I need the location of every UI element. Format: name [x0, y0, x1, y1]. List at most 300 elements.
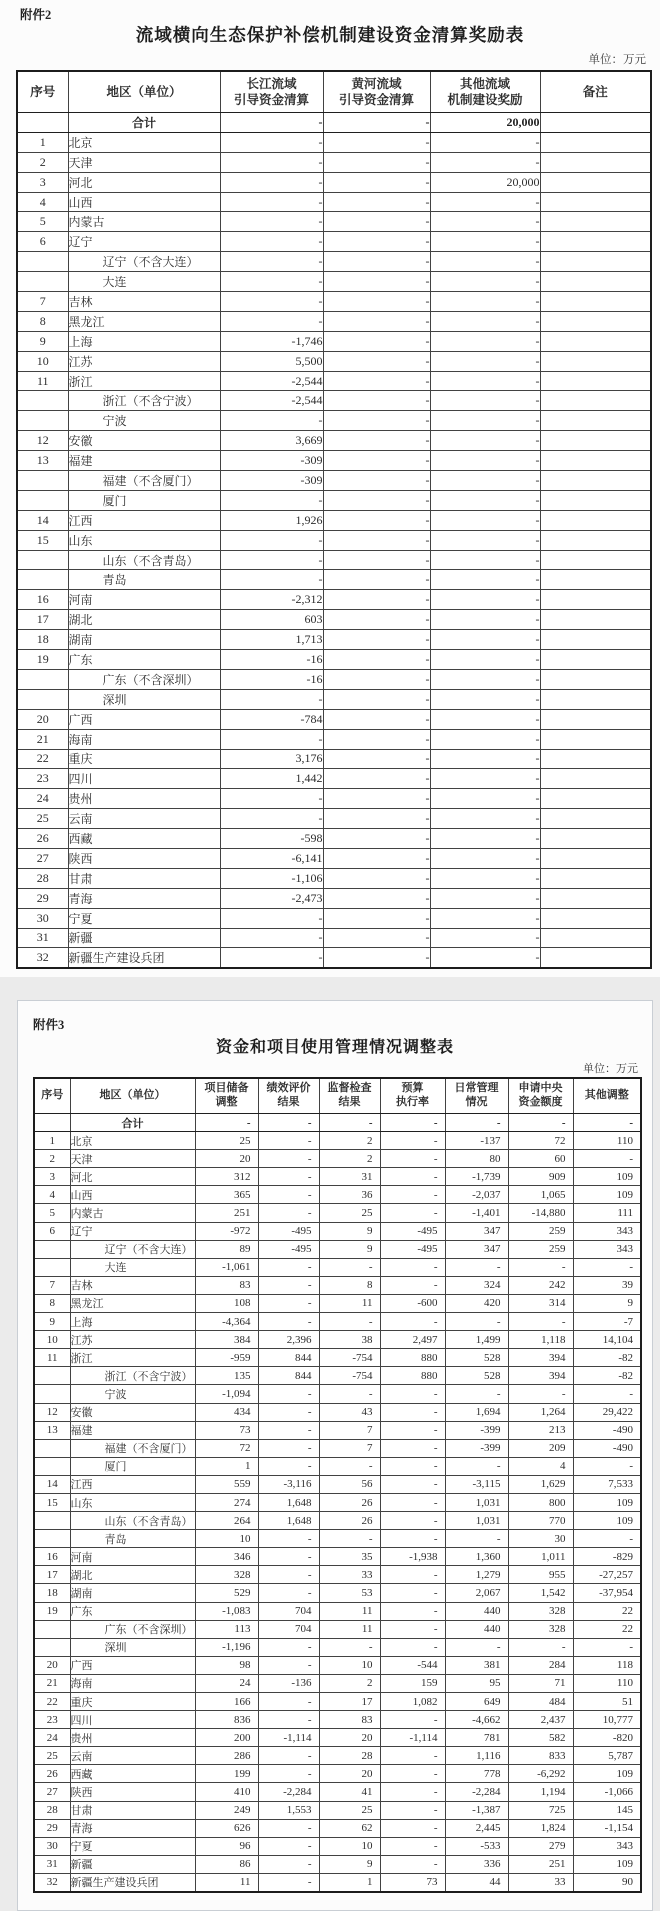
- cell-value: 41: [319, 1783, 380, 1801]
- cell-value: [540, 908, 651, 928]
- row-region: 浙江（不含宁波）: [70, 1367, 195, 1385]
- row-seq: [17, 391, 68, 411]
- row-seq: 12: [17, 431, 68, 451]
- row-seq: [34, 1530, 70, 1548]
- cell-value: -3,116: [258, 1475, 319, 1493]
- row-region: 宁波: [70, 1385, 195, 1403]
- table-row: [34, 1457, 641, 1475]
- cell-value: 11: [319, 1602, 380, 1620]
- row-region: 山东: [70, 1493, 195, 1511]
- cell-value: 25: [319, 1801, 380, 1819]
- cell-value: -495: [380, 1222, 445, 1240]
- table-row: [17, 252, 651, 272]
- row-seq: 30: [34, 1837, 70, 1855]
- cell-value: 83: [319, 1711, 380, 1729]
- cell-value: -: [220, 113, 323, 133]
- cell-value: -: [220, 948, 323, 968]
- row-seq: [34, 1385, 70, 1403]
- row-seq: 24: [17, 789, 68, 809]
- cell-value: -1,154: [573, 1819, 641, 1837]
- row-seq: 3: [17, 172, 68, 192]
- cell-value: 1,824: [508, 1819, 573, 1837]
- cell-value: -: [220, 789, 323, 809]
- table-row: [34, 1729, 641, 1747]
- row-region: 辽宁: [70, 1222, 195, 1240]
- column-header: 监督检查 结果: [319, 1078, 380, 1114]
- row-seq: 27: [34, 1783, 70, 1801]
- cell-value: -: [323, 550, 430, 570]
- cell-value: -: [258, 1747, 319, 1765]
- row-region: 福建: [68, 451, 220, 471]
- row-region: 陕西: [70, 1783, 195, 1801]
- cell-value: 11: [319, 1294, 380, 1312]
- cell-value: 410: [195, 1783, 258, 1801]
- row-region: 青海: [68, 888, 220, 908]
- cell-value: -: [380, 1150, 445, 1168]
- cell-value: [540, 789, 651, 809]
- cell-value: -1,938: [380, 1548, 445, 1566]
- cell-value: 603: [220, 610, 323, 630]
- cell-value: [540, 650, 651, 670]
- cell-value: [540, 510, 651, 530]
- cell-value: -: [323, 848, 430, 868]
- row-region: 云南: [68, 809, 220, 829]
- cell-value: -: [430, 471, 540, 491]
- cell-value: 833: [508, 1747, 573, 1765]
- row-seq: 6: [34, 1222, 70, 1240]
- cell-value: 26: [319, 1493, 380, 1511]
- row-region: 河北: [68, 172, 220, 192]
- attachment3-panel: [17, 1000, 653, 1911]
- cell-value: -1,094: [195, 1385, 258, 1403]
- cell-value: -3,115: [445, 1475, 508, 1493]
- row-region: 福建: [70, 1421, 195, 1439]
- cell-value: -: [380, 1512, 445, 1530]
- cell-value: 1,694: [445, 1403, 508, 1421]
- row-seq: 12: [34, 1403, 70, 1421]
- cell-value: -: [430, 630, 540, 650]
- cell-value: -6,292: [508, 1765, 573, 1783]
- row-region: 辽宁: [68, 232, 220, 252]
- attachment3-table: [33, 1077, 642, 1893]
- cell-value: -: [380, 1765, 445, 1783]
- column-header: 地区（单位）: [68, 71, 220, 113]
- cell-value: -: [220, 172, 323, 192]
- column-header: 绩效评价 结果: [258, 1078, 319, 1114]
- total-row: [17, 113, 651, 133]
- cell-value: 8: [319, 1276, 380, 1294]
- cell-value: -: [323, 471, 430, 491]
- table-row: [34, 1638, 641, 1656]
- row-region: 重庆: [68, 749, 220, 769]
- cell-value: 528: [445, 1367, 508, 1385]
- cell-value: -: [323, 749, 430, 769]
- cell-value: [540, 530, 651, 550]
- cell-value: -1,114: [380, 1729, 445, 1747]
- cell-value: 4: [508, 1457, 573, 1475]
- cell-value: -: [380, 1584, 445, 1602]
- cell-value: 778: [445, 1765, 508, 1783]
- cell-value: 365: [195, 1186, 258, 1204]
- cell-value: -: [323, 272, 430, 292]
- cell-value: 1,553: [258, 1801, 319, 1819]
- cell-value: 582: [508, 1729, 573, 1747]
- row-seq: 10: [17, 351, 68, 371]
- cell-value: -82: [573, 1349, 641, 1367]
- row-seq: 1: [34, 1132, 70, 1150]
- cell-value: [540, 669, 651, 689]
- table-row: [17, 669, 651, 689]
- cell-value: 725: [508, 1801, 573, 1819]
- row-seq: 29: [17, 888, 68, 908]
- table-row: [17, 948, 651, 968]
- cell-value: -: [220, 729, 323, 749]
- row-region: 湖北: [70, 1566, 195, 1584]
- attachment2-table: [16, 70, 652, 969]
- row-region: 河北: [70, 1168, 195, 1186]
- row-seq: 27: [17, 848, 68, 868]
- cell-value: -495: [258, 1222, 319, 1240]
- cell-value: 135: [195, 1367, 258, 1385]
- row-seq: 28: [17, 868, 68, 888]
- cell-value: 39: [573, 1276, 641, 1294]
- row-seq: [17, 490, 68, 510]
- row-region: 天津: [68, 152, 220, 172]
- row-seq: [34, 1638, 70, 1656]
- cell-value: -: [323, 451, 430, 471]
- cell-value: 251: [508, 1855, 573, 1873]
- cell-value: -: [258, 1258, 319, 1276]
- cell-value: 166: [195, 1693, 258, 1711]
- row-seq: 5: [34, 1204, 70, 1222]
- row-region: 西藏: [70, 1765, 195, 1783]
- row-seq: 16: [34, 1548, 70, 1566]
- cell-value: [540, 948, 651, 968]
- cell-value: 324: [445, 1276, 508, 1294]
- cell-value: -: [258, 1132, 319, 1150]
- row-region: 安徽: [68, 431, 220, 451]
- table-row: [34, 1602, 641, 1620]
- cell-value: -: [258, 1403, 319, 1421]
- cell-value: -: [430, 908, 540, 928]
- table-row: [34, 1656, 641, 1674]
- cell-value: -: [430, 152, 540, 172]
- cell-value: -37,954: [573, 1584, 641, 1602]
- cell-value: -: [258, 1385, 319, 1403]
- cell-value: 1,118: [508, 1331, 573, 1349]
- cell-value: -598: [220, 829, 323, 849]
- table-row: [34, 1421, 641, 1439]
- cell-value: -754: [319, 1367, 380, 1385]
- cell-value: -: [220, 311, 323, 331]
- cell-value: -: [430, 888, 540, 908]
- cell-value: [540, 689, 651, 709]
- cell-value: -: [380, 1620, 445, 1638]
- row-seq: 8: [34, 1294, 70, 1312]
- cell-value: 113: [195, 1620, 258, 1638]
- cell-value: -399: [445, 1421, 508, 1439]
- cell-value: -: [430, 729, 540, 749]
- row-seq: 1: [17, 132, 68, 152]
- cell-value: -27,257: [573, 1566, 641, 1584]
- cell-value: -: [430, 490, 540, 510]
- row-seq: 31: [34, 1855, 70, 1873]
- cell-value: 25: [319, 1204, 380, 1222]
- row-region: 河南: [70, 1548, 195, 1566]
- row-seq: 9: [17, 331, 68, 351]
- row-region: 甘肃: [70, 1801, 195, 1819]
- row-seq: 14: [34, 1475, 70, 1493]
- cell-value: [540, 550, 651, 570]
- row-seq: 13: [17, 451, 68, 471]
- table-row: [17, 232, 651, 252]
- column-header: 项目储备 调整: [195, 1078, 258, 1114]
- row-region: 北京: [68, 132, 220, 152]
- row-region: 浙江: [68, 371, 220, 391]
- table-row: [34, 1204, 641, 1222]
- cell-value: -: [430, 829, 540, 849]
- row-seq: 18: [17, 630, 68, 650]
- cell-value: 259: [508, 1240, 573, 1258]
- cell-value: -: [508, 1258, 573, 1276]
- cell-value: [540, 232, 651, 252]
- row-region: 广东: [70, 1602, 195, 1620]
- cell-value: 626: [195, 1819, 258, 1837]
- cell-value: 110: [573, 1132, 641, 1150]
- cell-value: 704: [258, 1602, 319, 1620]
- cell-value: [540, 351, 651, 371]
- cell-value: -: [430, 769, 540, 789]
- row-region: 海南: [70, 1674, 195, 1692]
- cell-value: -: [380, 1711, 445, 1729]
- row-region: 湖南: [68, 630, 220, 650]
- cell-value: -: [445, 1638, 508, 1656]
- table-row: [17, 311, 651, 331]
- cell-value: -2,284: [258, 1783, 319, 1801]
- cell-value: -: [380, 1457, 445, 1475]
- cell-value: -: [380, 1403, 445, 1421]
- row-region: 江苏: [70, 1331, 195, 1349]
- cell-value: 44: [445, 1873, 508, 1892]
- cell-value: -2,037: [445, 1186, 508, 1204]
- cell-value: 343: [573, 1222, 641, 1240]
- cell-value: -: [323, 510, 430, 530]
- cell-value: -: [323, 650, 430, 670]
- cell-value: -: [380, 1114, 445, 1132]
- cell-value: 209: [508, 1439, 573, 1457]
- cell-value: 25: [195, 1132, 258, 1150]
- table-row: [34, 1765, 641, 1783]
- cell-value: -7: [573, 1313, 641, 1331]
- row-region: 上海: [68, 331, 220, 351]
- row-region: 新疆: [70, 1855, 195, 1873]
- cell-value: 1: [319, 1873, 380, 1892]
- cell-value: 328: [195, 1566, 258, 1584]
- cell-value: 199: [195, 1765, 258, 1783]
- table-row: [17, 212, 651, 232]
- cell-value: -: [508, 1638, 573, 1656]
- cell-value: 3,669: [220, 431, 323, 451]
- table-row: [34, 1584, 641, 1602]
- cell-value: 1,065: [508, 1186, 573, 1204]
- cell-value: -: [323, 530, 430, 550]
- cell-value: -: [430, 510, 540, 530]
- cell-value: -: [445, 1457, 508, 1475]
- row-seq: [17, 550, 68, 570]
- cell-value: 31: [319, 1168, 380, 1186]
- cell-value: 336: [445, 1855, 508, 1873]
- cell-value: 73: [195, 1421, 258, 1439]
- cell-value: 284: [508, 1656, 573, 1674]
- attachment3-title: 资金和项目使用管理情况调整表: [215, 1039, 454, 1056]
- cell-value: -: [380, 1313, 445, 1331]
- cell-value: [540, 272, 651, 292]
- cell-value: [540, 590, 651, 610]
- row-region: 厦门: [70, 1457, 195, 1475]
- row-seq: 32: [34, 1873, 70, 1892]
- row-region: 四川: [68, 769, 220, 789]
- cell-value: -495: [258, 1240, 319, 1258]
- table-row: [34, 1783, 641, 1801]
- row-region: 河南: [68, 590, 220, 610]
- row-seq: [34, 1240, 70, 1258]
- cell-value: -: [323, 252, 430, 272]
- cell-value: 80: [445, 1150, 508, 1168]
- row-seq: 11: [17, 371, 68, 391]
- cell-value: -: [195, 1114, 258, 1132]
- cell-value: 109: [573, 1168, 641, 1186]
- table-row: [17, 431, 651, 451]
- cell-value: -2,473: [220, 888, 323, 908]
- cell-value: -: [430, 351, 540, 371]
- cell-value: 2,067: [445, 1584, 508, 1602]
- attachment3-tag: 附件3: [33, 1018, 65, 1032]
- cell-value: 384: [195, 1331, 258, 1349]
- row-region: 贵州: [68, 789, 220, 809]
- cell-value: 60: [508, 1150, 573, 1168]
- cell-value: -: [323, 192, 430, 212]
- cell-value: -: [323, 232, 430, 252]
- table-row: [34, 1493, 641, 1511]
- cell-value: -: [323, 570, 430, 590]
- table-row: [34, 1566, 641, 1584]
- cell-value: 249: [195, 1801, 258, 1819]
- cell-value: -1,066: [573, 1783, 641, 1801]
- table-row: [17, 829, 651, 849]
- cell-value: 394: [508, 1367, 573, 1385]
- row-seq: [34, 1114, 70, 1132]
- row-region: 西藏: [68, 829, 220, 849]
- cell-value: -16: [220, 669, 323, 689]
- table-row: [34, 1674, 641, 1692]
- cell-value: 440: [445, 1620, 508, 1638]
- row-seq: 5: [17, 212, 68, 232]
- cell-value: 22: [573, 1602, 641, 1620]
- cell-value: 72: [508, 1132, 573, 1150]
- cell-value: 10,777: [573, 1711, 641, 1729]
- row-seq: 31: [17, 928, 68, 948]
- cell-value: [540, 630, 651, 650]
- cell-value: 2,497: [380, 1331, 445, 1349]
- cell-value: -533: [445, 1837, 508, 1855]
- cell-value: -829: [573, 1548, 641, 1566]
- cell-value: -: [430, 272, 540, 292]
- cell-value: 29,422: [573, 1403, 641, 1421]
- row-seq: 29: [34, 1819, 70, 1837]
- cell-value: -: [220, 272, 323, 292]
- cell-value: -137: [445, 1132, 508, 1150]
- cell-value: -: [573, 1457, 641, 1475]
- cell-value: -: [380, 1638, 445, 1656]
- cell-value: -: [323, 212, 430, 232]
- row-seq: 21: [34, 1674, 70, 1692]
- row-seq: [17, 272, 68, 292]
- cell-value: -: [430, 650, 540, 670]
- cell-value: 5,787: [573, 1747, 641, 1765]
- cell-value: 844: [258, 1367, 319, 1385]
- cell-value: [540, 311, 651, 331]
- table-row: [17, 809, 651, 829]
- row-seq: 9: [34, 1313, 70, 1331]
- table-row: [17, 908, 651, 928]
- cell-value: -: [323, 729, 430, 749]
- row-seq: 30: [17, 908, 68, 928]
- cell-value: 86: [195, 1855, 258, 1873]
- cell-value: [540, 829, 651, 849]
- cell-value: -: [430, 232, 540, 252]
- table-row: [17, 490, 651, 510]
- cell-value: -: [220, 411, 323, 431]
- cell-value: -: [430, 311, 540, 331]
- cell-value: 9: [319, 1855, 380, 1873]
- cell-value: -: [445, 1258, 508, 1276]
- column-header: 其他流域 机制建设奖励: [430, 71, 540, 113]
- row-region: 广西: [70, 1656, 195, 1674]
- cell-value: -544: [380, 1656, 445, 1674]
- row-seq: 20: [34, 1656, 70, 1674]
- cell-value: -490: [573, 1421, 641, 1439]
- column-header: 日常管理 情况: [445, 1078, 508, 1114]
- row-region: 合计: [70, 1114, 195, 1132]
- row-region: 广东（不含深圳）: [70, 1620, 195, 1638]
- column-header: 序号: [17, 71, 68, 113]
- cell-value: 286: [195, 1747, 258, 1765]
- cell-value: 1,926: [220, 510, 323, 530]
- cell-value: -: [258, 1186, 319, 1204]
- cell-value: -: [258, 1204, 319, 1222]
- row-region: 新疆生产建设兵团: [68, 948, 220, 968]
- row-region: 辽宁（不含大连）: [68, 252, 220, 272]
- cell-value: -: [220, 152, 323, 172]
- cell-value: 30: [508, 1530, 573, 1548]
- table-row: [34, 1837, 641, 1855]
- cell-value: -: [258, 1638, 319, 1656]
- row-region: 大连: [70, 1258, 195, 1276]
- row-seq: 14: [17, 510, 68, 530]
- table-row: [17, 630, 651, 650]
- row-region: 安徽: [70, 1403, 195, 1421]
- row-region: 辽宁（不含大连）: [70, 1240, 195, 1258]
- cell-value: -: [258, 1114, 319, 1132]
- column-header: 地区（单位）: [70, 1078, 195, 1114]
- row-region: 四川: [70, 1711, 195, 1729]
- cell-value: -: [220, 232, 323, 252]
- row-seq: 4: [17, 192, 68, 212]
- cell-value: 213: [508, 1421, 573, 1439]
- total-row: [34, 1114, 641, 1132]
- table-row: [17, 590, 651, 610]
- row-seq: [17, 570, 68, 590]
